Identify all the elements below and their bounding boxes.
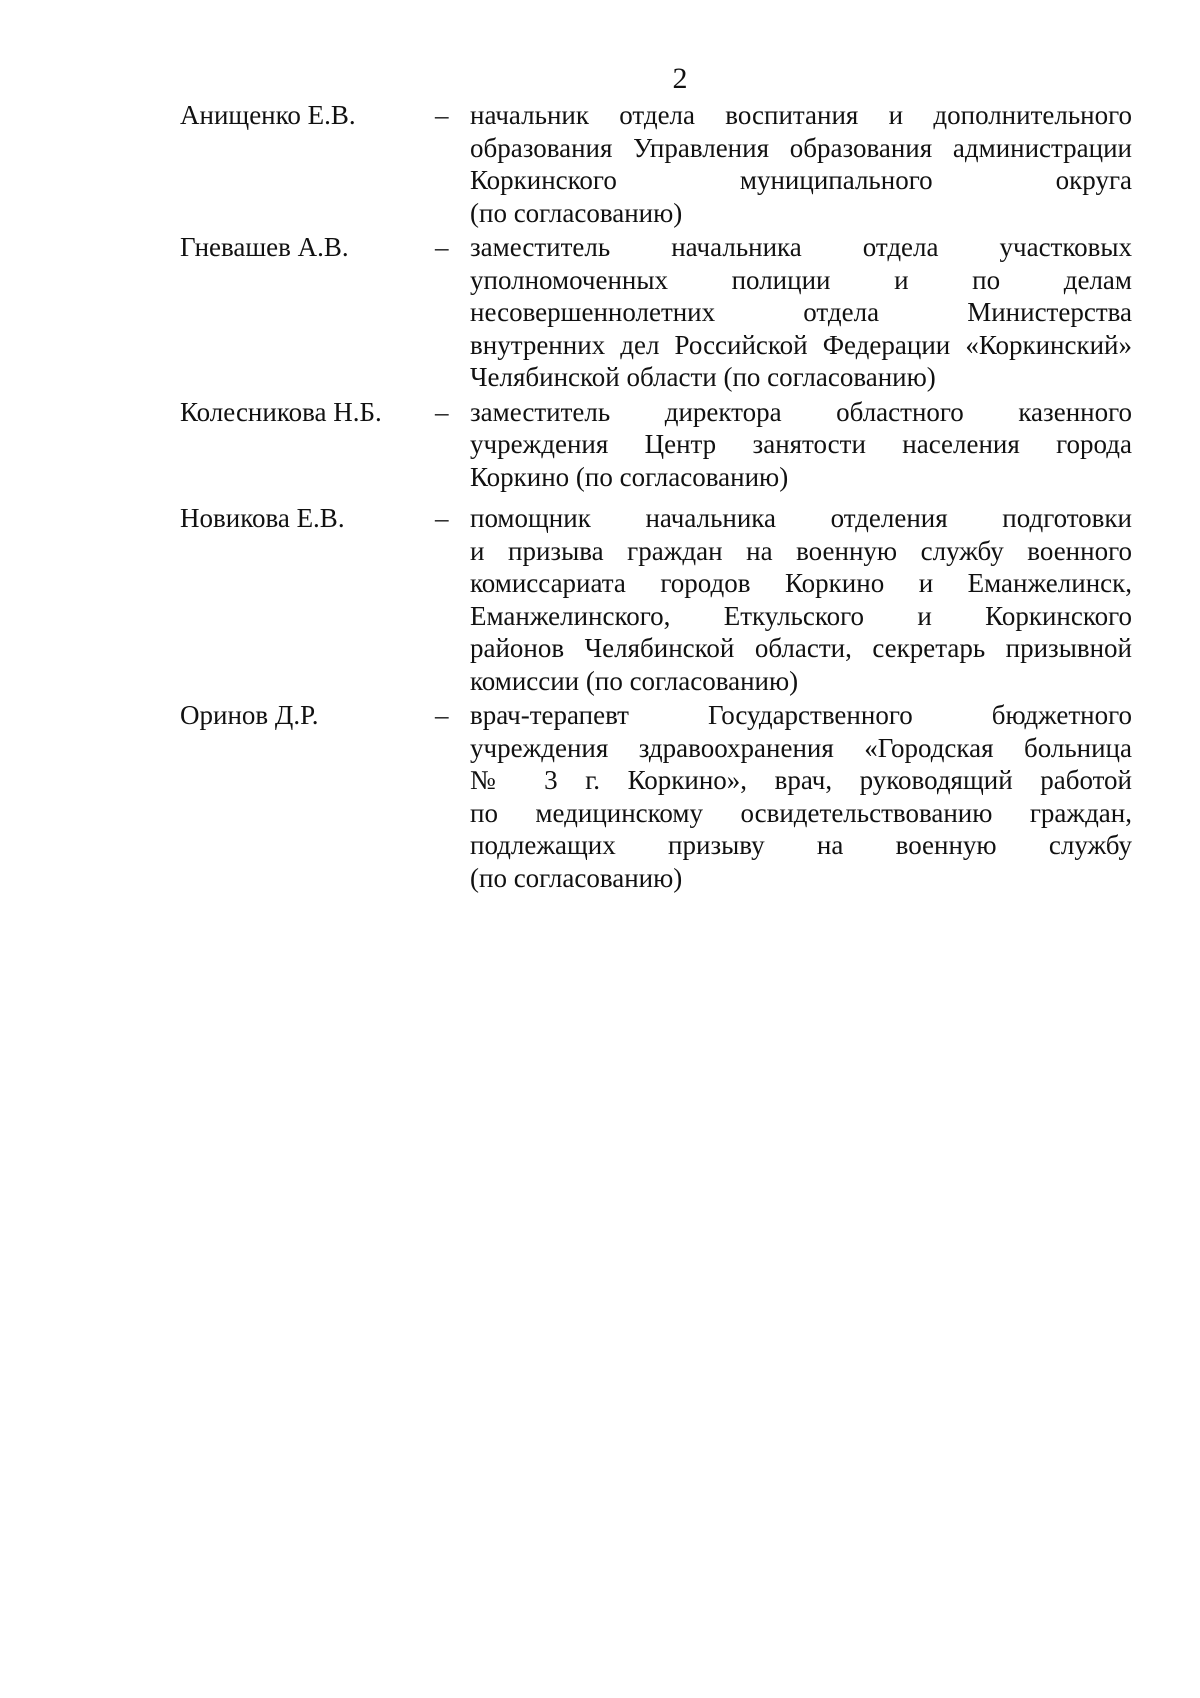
member-role [470, 502, 1132, 697]
member-orinov [180, 699, 1132, 894]
role-line: комиссии (по согласованию) [470, 665, 799, 696]
member-name: Новикова Е.В. [180, 503, 345, 533]
member-dash: – [435, 503, 449, 533]
role-line: начальник отдела воспитания и дополнительного [470, 100, 1132, 130]
role-line: несовершеннолетних отдела Министерства [470, 297, 1132, 327]
role-line: подлежащих призыву на военную службу [470, 830, 1132, 860]
role-line: Челябинской области (по согласованию) [470, 362, 936, 392]
member-anishchenko [180, 99, 1132, 229]
role-line: уполномоченных полиции и по делам [470, 264, 1132, 295]
commission-members-list [180, 99, 1132, 896]
member-kolesnikova [180, 396, 1132, 494]
member-gnevashev [180, 231, 1132, 394]
role-line: № 3 г. Коркино», врач, руководящий работой [470, 765, 1132, 795]
member-role [470, 396, 1132, 494]
member-dash: – [435, 100, 449, 130]
role-line: учреждения Центр занятости населения города [470, 429, 1132, 459]
member-role [470, 699, 1132, 894]
role-line: заместитель директора областного казенного [470, 396, 1132, 427]
role-line: заместитель начальника отдела участковых [470, 232, 1132, 262]
member-role [470, 231, 1132, 394]
role-line: по медицинскому освидетельствованию граждан, [470, 797, 1132, 828]
member-dash: – [435, 396, 449, 427]
member-role [470, 99, 1132, 229]
role-line: и призыва граждан на военную службу военного [470, 535, 1132, 566]
member-name: Оринов Д.Р. [180, 700, 319, 730]
role-line: (по согласованию) [470, 197, 683, 228]
role-line: районов Челябинской области, секретарь призывной [470, 633, 1132, 663]
role-line: внутренних дел Российской Федерации «Коркинский» [470, 329, 1132, 360]
role-line: Коркинского муниципального округа [470, 165, 1132, 195]
role-line: комиссариата городов Коркино и Еманжелинск, [470, 568, 1132, 598]
role-line: помощник начальника отделения подготовки [470, 503, 1132, 533]
page-number: 2 [672, 62, 688, 95]
member-dash: – [435, 700, 449, 730]
member-novikova [180, 502, 1132, 697]
member-name: Анищенко Е.В. [180, 100, 356, 130]
role-line: врач-терапевт Государственного бюджетного [470, 700, 1132, 730]
member-name: Гневашев А.В. [180, 232, 349, 262]
role-line: Коркино (по согласованию) [470, 461, 789, 492]
role-line: (по согласованию) [470, 862, 683, 893]
member-name: Колесникова Н.Б. [180, 396, 382, 427]
role-line: учреждения здравоохранения «Городская больница [470, 732, 1132, 763]
role-line: образования Управления образования администрации [470, 132, 1132, 163]
role-line: Еманжелинского, Еткульского и Коркинского [470, 600, 1132, 631]
member-dash: – [435, 232, 449, 262]
